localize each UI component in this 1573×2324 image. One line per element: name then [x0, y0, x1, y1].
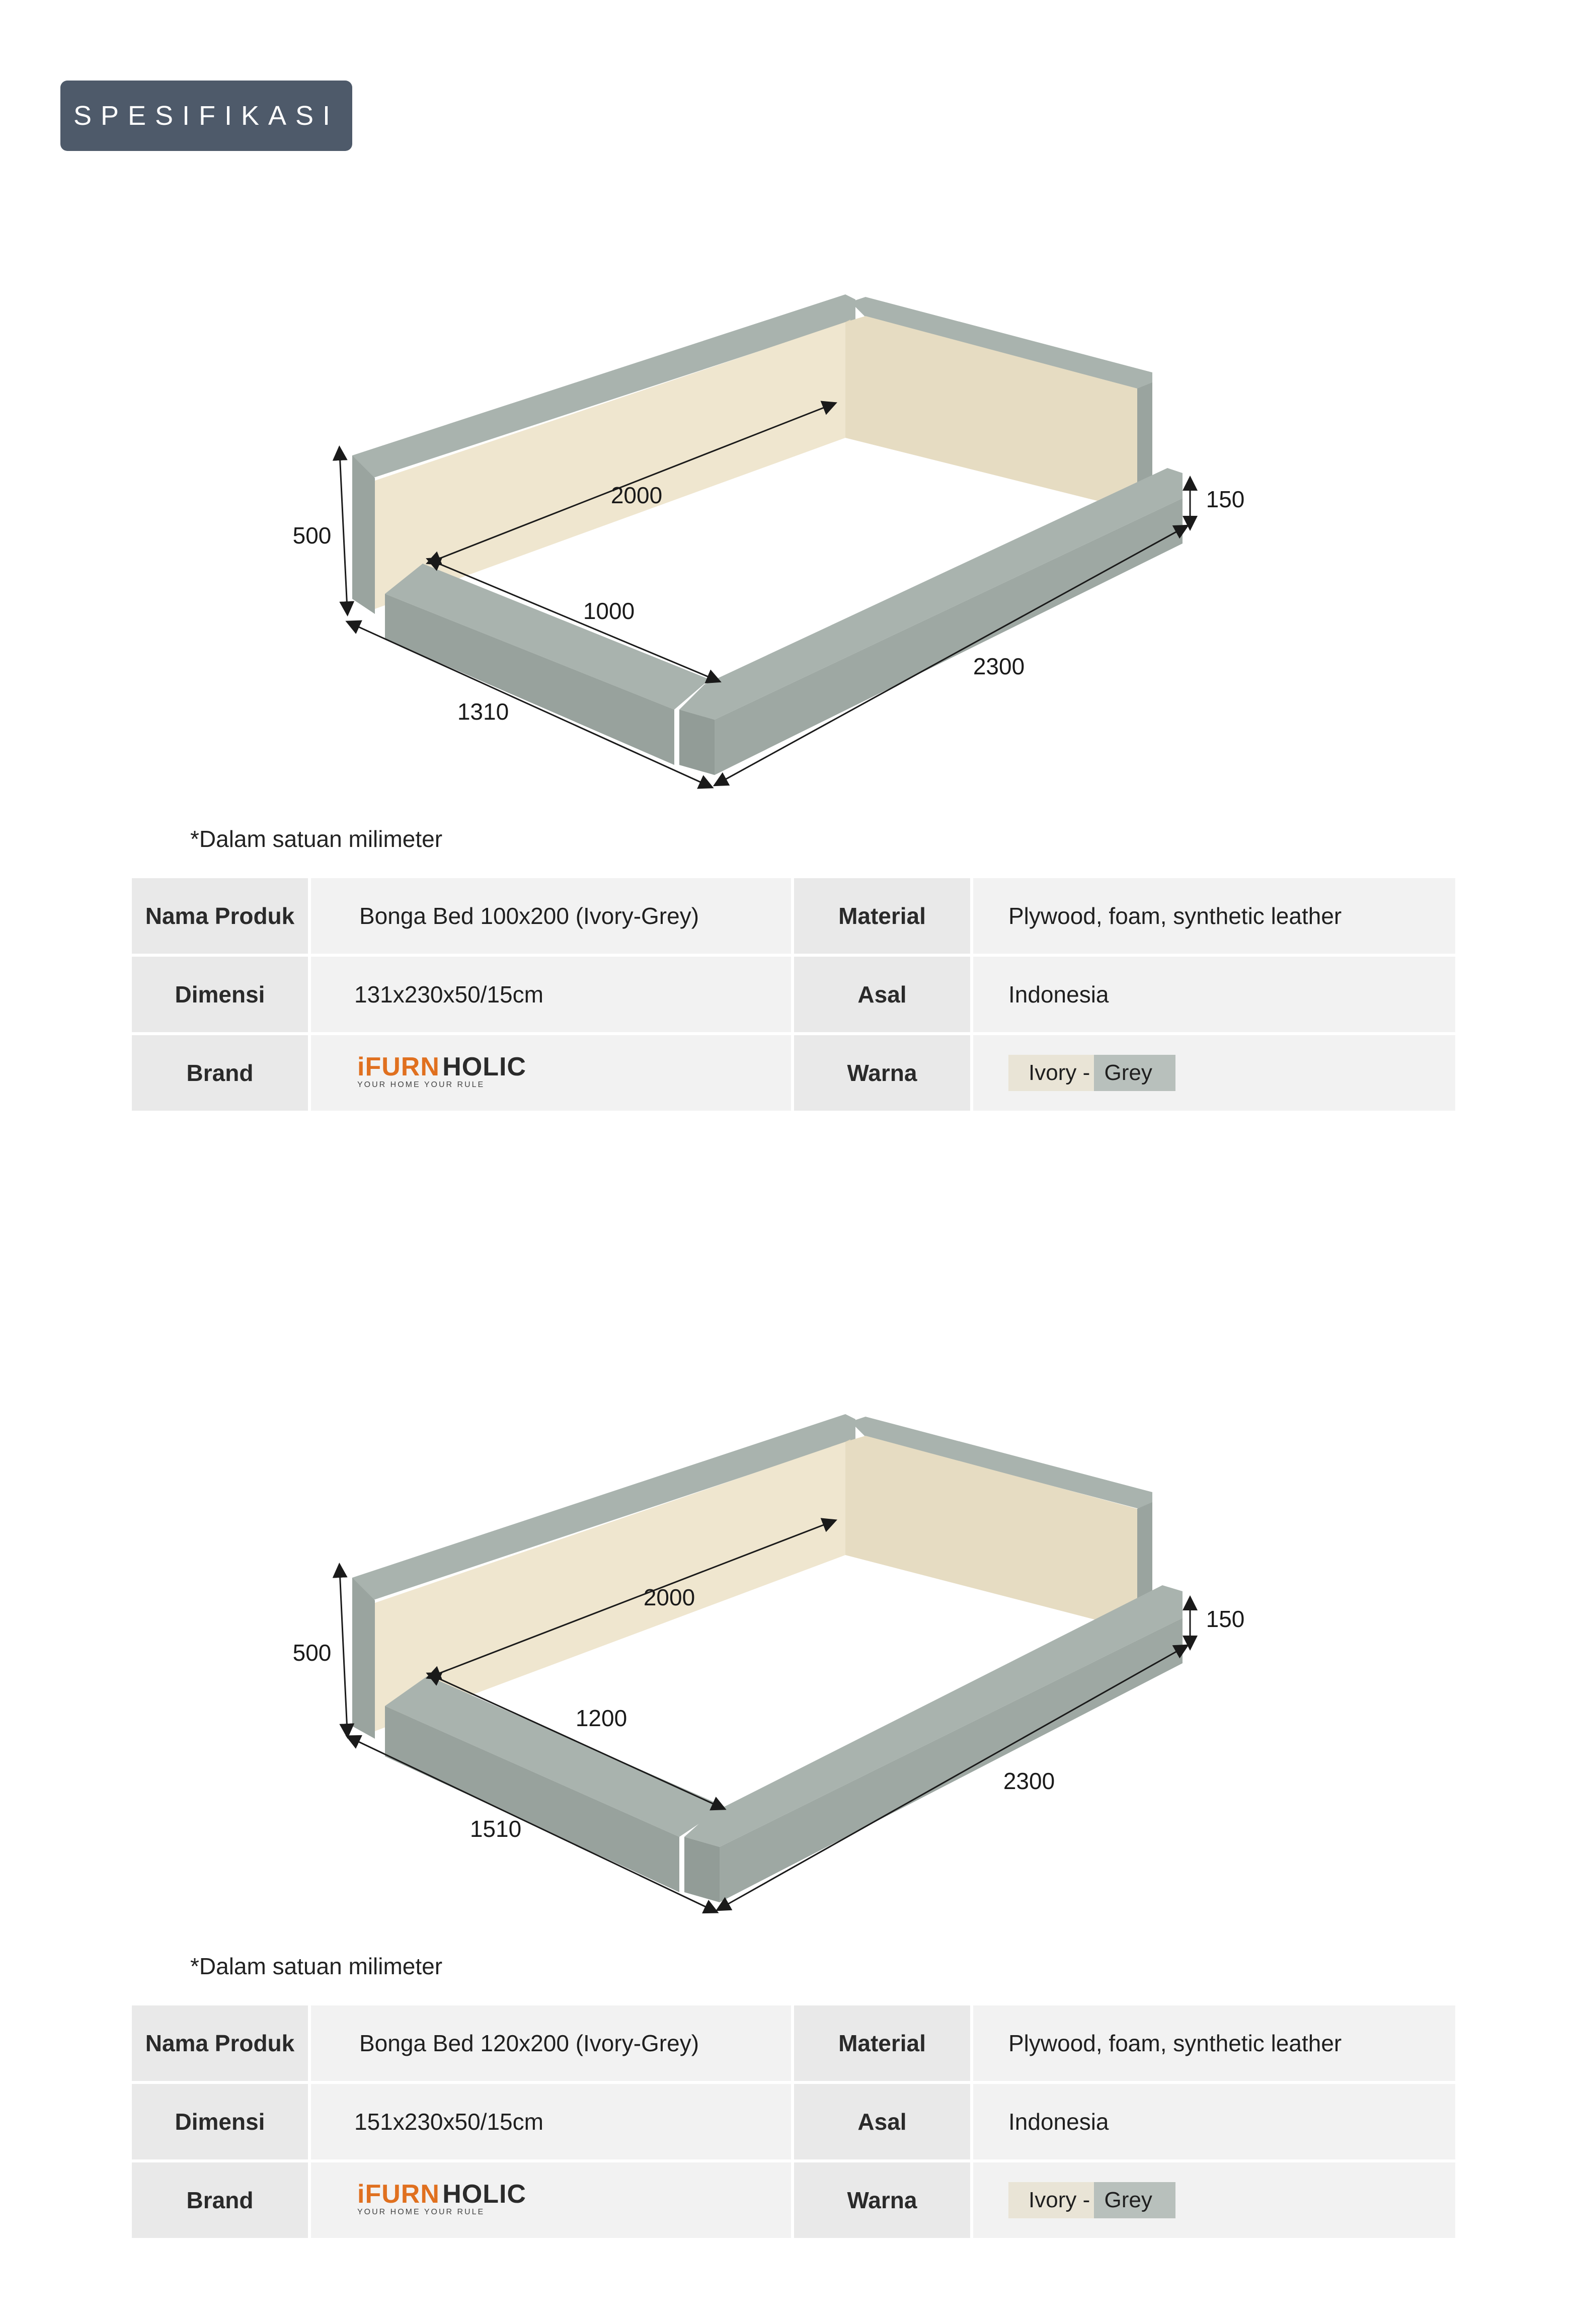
dim-line-height-head-2 [340, 1570, 347, 1731]
logo-tagline: YOUR HOME YOUR RULE [357, 1080, 485, 1089]
dim-overall-width-1: 1310 [457, 699, 509, 725]
ivory-swatch: Ivory - [1008, 2182, 1094, 2218]
color-label: Warna [794, 1035, 973, 1114]
brand-logo-cell [311, 2162, 794, 2241]
bed-diagram-1 [0, 282, 1573, 815]
spec-table-1 [132, 878, 1455, 1114]
bed-drawing-1 [0, 282, 1573, 815]
material-label: Material [794, 878, 973, 957]
color-swatch [1008, 2182, 1175, 2218]
origin-label: Asal [794, 2084, 973, 2162]
color-swatch [1008, 1055, 1175, 1091]
ifurnholic-logo: iFURN HOLIC YOUR HOME YOUR RULE [357, 2179, 526, 2216]
spesifikasi-badge [60, 81, 352, 151]
brand-label: Brand [132, 2162, 311, 2241]
unit-note-1: *Dalam satuan milimeter [190, 826, 443, 852]
ivory-swatch: Ivory - [1008, 1055, 1094, 1091]
grey-swatch: Grey [1094, 1055, 1175, 1091]
table-row [132, 2162, 1455, 2241]
brand-label: Brand [132, 1035, 311, 1114]
dim-height-side-2: 150 [1206, 1606, 1245, 1632]
dim-height-side-1: 150 [1206, 486, 1245, 512]
unit-note-2: *Dalam satuan milimeter [190, 1953, 443, 1979]
dim-length-inner-2: 2000 [643, 1584, 695, 1610]
dimension-value: 151x230x50/15cm [311, 2084, 794, 2162]
dim-width-inner-1: 1000 [583, 598, 635, 624]
origin-label: Asal [794, 957, 973, 1035]
dimension-label: Dimensi [132, 2084, 311, 2162]
table-row [132, 2084, 1455, 2162]
logo-tagline: YOUR HOME YOUR RULE [357, 2207, 485, 2216]
name-value: Bonga Bed 120x200 (Ivory-Grey) [311, 2005, 794, 2084]
origin-value: Indonesia [973, 957, 1455, 1035]
dim-overall-length-1: 2300 [973, 653, 1025, 679]
dim-width-inner-2: 1200 [575, 1705, 627, 1731]
dimension-value: 131x230x50/15cm [311, 957, 794, 1035]
color-label: Warna [794, 2162, 973, 2241]
table-row [132, 2005, 1455, 2084]
material-label: Material [794, 2005, 973, 2084]
bed-drawing-2 [0, 1404, 1573, 1938]
grey-swatch: Grey [1094, 2182, 1175, 2218]
material-value: Plywood, foam, synthetic leather [973, 878, 1455, 957]
table-row [132, 878, 1455, 957]
dim-height-head-1: 500 [292, 522, 332, 549]
bed-diagram-2 [0, 1404, 1573, 1938]
name-label: Nama Produk [132, 2005, 311, 2084]
dim-line-height-head-1 [340, 453, 347, 609]
material-value: Plywood, foam, synthetic leather [973, 2005, 1455, 2084]
dim-overall-length-2: 2300 [1003, 1768, 1055, 1794]
table-row [132, 1035, 1455, 1114]
name-value: Bonga Bed 100x200 (Ivory-Grey) [311, 878, 794, 957]
dim-height-head-2: 500 [292, 1640, 332, 1666]
spesifikasi-label: SPESIFIKASI [73, 101, 340, 131]
color-swatch-cell [973, 2162, 1455, 2241]
spec-table-2 [132, 2005, 1455, 2241]
dim-length-inner-1: 2000 [610, 482, 663, 508]
color-swatch-cell [973, 1035, 1455, 1114]
brand-logo-cell [311, 1035, 794, 1114]
origin-value: Indonesia [973, 2084, 1455, 2162]
dim-overall-width-2: 1510 [469, 1816, 522, 1842]
ifurnholic-logo: iFURN HOLIC YOUR HOME YOUR RULE [357, 1052, 526, 1089]
dimension-label: Dimensi [132, 957, 311, 1035]
table-row [132, 957, 1455, 1035]
name-label: Nama Produk [132, 878, 311, 957]
